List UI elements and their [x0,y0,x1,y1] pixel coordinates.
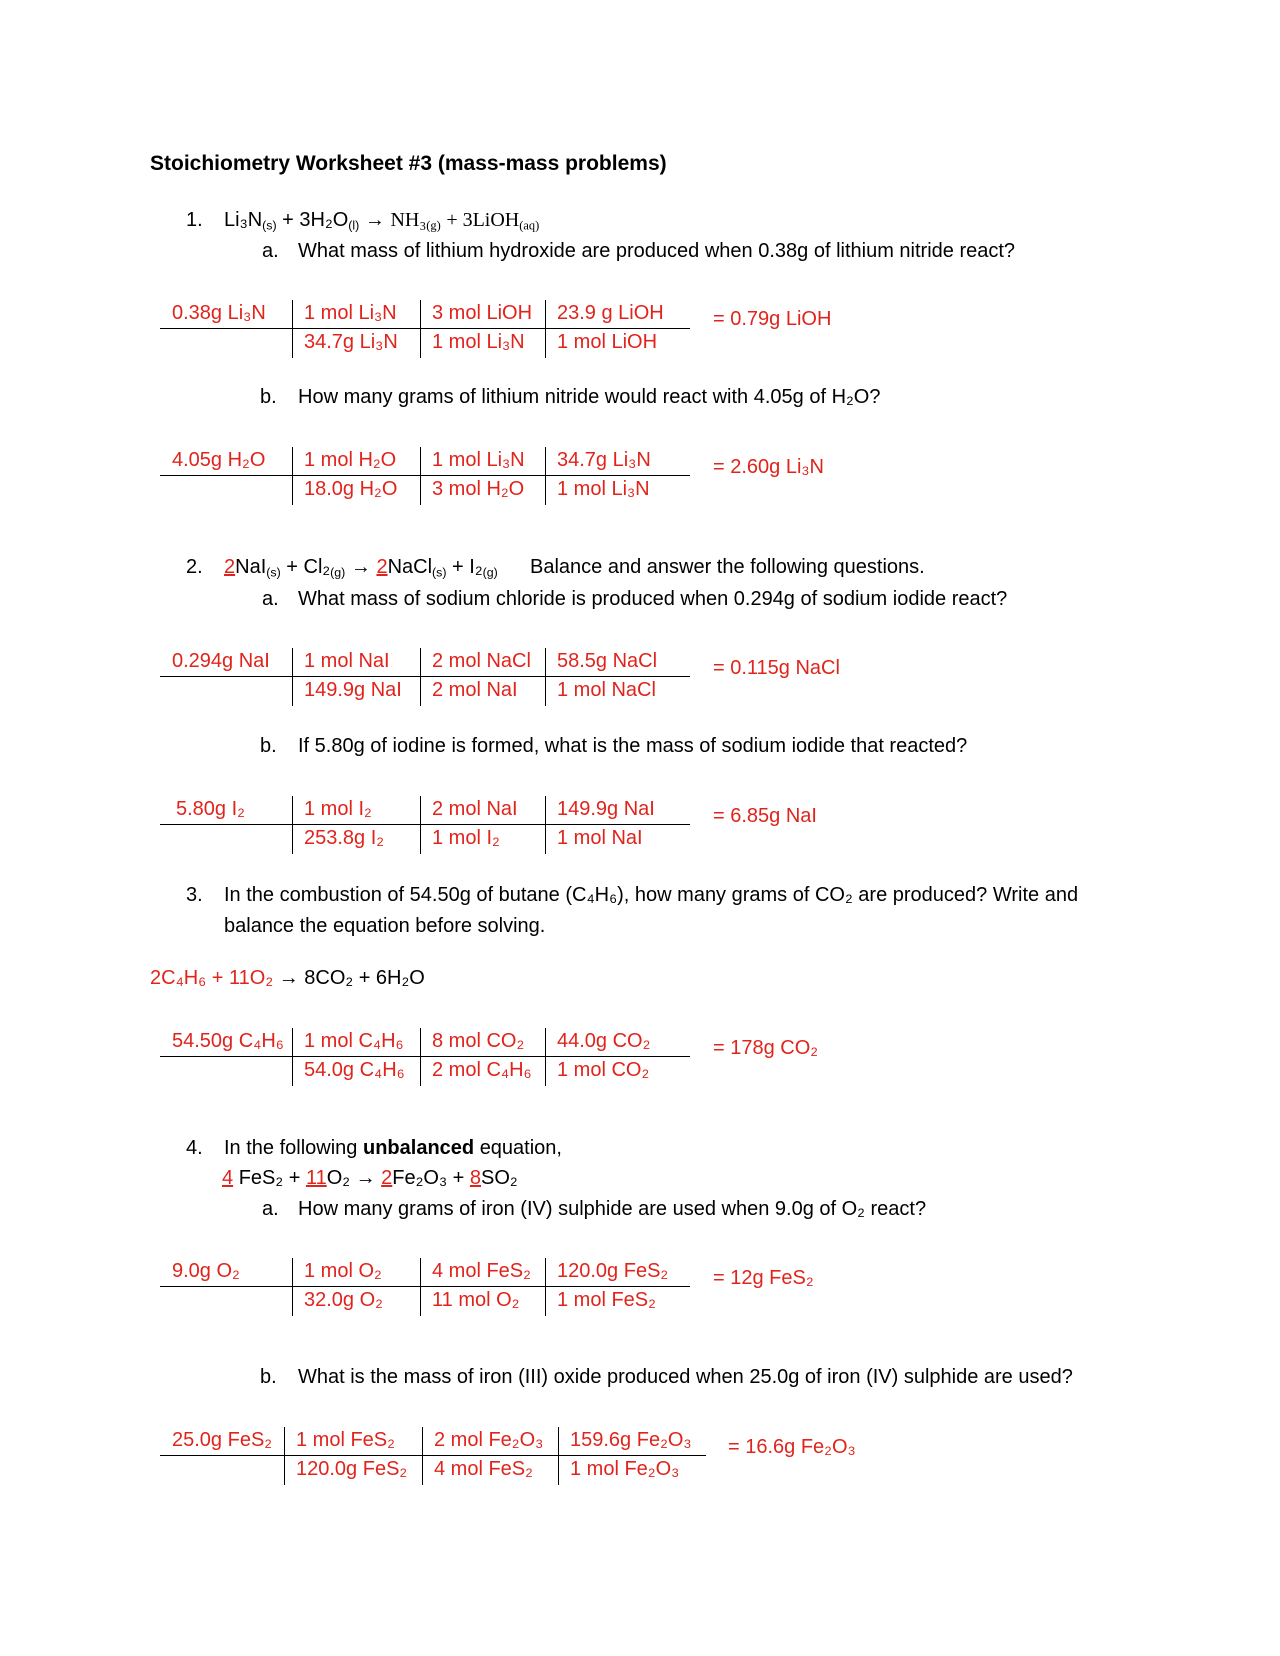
eq-coefficient: 11 [305,1167,327,1189]
divider [422,1427,423,1485]
eq-li3n: Li₃N [224,209,263,231]
calc-2a [160,644,700,708]
factor-denominator: 120.0g FeS₂ [296,1458,408,1480]
eq-arrow: → [278,967,299,989]
problem-2-instruction: Balance and answer the following questions. [530,556,925,578]
problem-4-equation [222,1167,518,1190]
eq-coefficient: 8 [469,1167,482,1189]
eq-so2: SO₂ [481,1167,518,1189]
fraction-line [160,328,690,329]
divider [292,1258,293,1316]
intro-text: In the following [224,1137,358,1159]
factor-numerator: 4 mol FeS₂ [432,1260,531,1282]
eq-coefficient: 2 [224,556,236,578]
factor-denominator: 34.7g Li₃N [304,331,398,353]
given-value: 4.05g H₂O [172,449,266,471]
divider [420,1028,421,1086]
factor-denominator: 1 mol Li₃N [432,331,525,353]
answer-1a: = 0.79g LiOH [713,308,832,330]
question-1b-text: How many grams of lithium nitride would react with 4.05g of H₂O? [298,386,881,408]
factor-numerator: 159.6g Fe₂O₃ [570,1429,692,1451]
divider [292,447,293,505]
divider [558,1427,559,1485]
factor-numerator: 1 mol FeS₂ [296,1429,395,1451]
problem-3-text-line1: In the combustion of 54.50g of butane (C₄H₆), how many grams of CO₂ are produced? Write and [224,884,1079,906]
divider [292,648,293,706]
eq-nacl: NaCl [387,556,433,578]
eq-nh3: NH₃ [390,209,427,231]
factor-denominator: 1 mol FeS₂ [557,1289,656,1311]
question-2a-text: What mass of sodium chloride is produced when 0.294g of sodium iodide react? [298,588,1008,610]
question-4b-text: What is the mass of iron (III) oxide produced when 25.0g of iron (IV) sulphide are used? [298,1366,1073,1388]
factor-numerator: 8 mol CO₂ [432,1030,525,1052]
question-4a-text: How many grams of iron (IV) sulphide are used when 9.0g of O₂ react? [298,1198,927,1220]
intro-text: equation, [479,1137,562,1159]
eq-cl2: + Cl₂ [286,556,331,578]
question-label: a. [262,588,279,610]
problem-4-intro [224,1137,562,1160]
answer-3: = 178g CO₂ [713,1037,819,1059]
problem-2-number: 2. [186,556,203,578]
question-label: a. [262,240,279,262]
fraction-line [160,1056,690,1057]
eq-arrow: → [355,1167,376,1189]
factor-denominator: 2 mol C₄H₆ [432,1059,532,1081]
calc-4b [160,1423,720,1487]
divider [292,796,293,854]
eq-nai: NaI [235,556,267,578]
eq-state: (s) [432,565,447,580]
divider [545,648,546,706]
given-value: 0.38g Li₃N [172,302,266,324]
factor-numerator: 149.9g NaI [557,798,655,820]
eq-fes2: FeS₂ + [238,1167,301,1189]
page-title: Stoichiometry Worksheet #3 (mass-mass problems) [150,152,667,175]
answer-4b: = 16.6g Fe₂O₃ [728,1436,856,1458]
factor-numerator: 2 mol Fe₂O₃ [434,1429,544,1451]
divider [545,447,546,505]
factor-numerator: 1 mol H₂O [304,449,397,471]
eq-state: (s) [266,565,281,580]
calc-3 [160,1024,700,1088]
eq-coefficient: 4 [222,1167,234,1189]
eq-o2: O₂ [326,1167,351,1189]
problem-1-equation [224,209,539,232]
divider [545,1258,546,1316]
divider [420,796,421,854]
factor-numerator: 120.0g FeS₂ [557,1260,669,1282]
divider [420,447,421,505]
divider [420,1258,421,1316]
problem-3-text-line2: balance the equation before solving. [224,915,546,937]
factor-numerator: 1 mol NaI [304,650,390,672]
given-value: 54.50g C₄H₆ [172,1030,284,1052]
factor-numerator: 23.9 g LiOH [557,302,664,324]
eq-h2o: + 3H₂O [282,209,349,231]
eq-state: (g) [426,218,441,233]
fraction-line [160,1286,690,1287]
eq-i2: + I₂ [452,556,483,578]
divider [545,300,546,358]
given-value: 9.0g O₂ [172,1260,240,1282]
eq-products: 8CO₂ + 6H₂O [304,967,425,989]
problem-3-number: 3. [186,884,203,906]
fraction-line [160,475,690,476]
factor-numerator: 1 mol Li₃N [304,302,397,324]
factor-denominator: 1 mol NaI [557,827,643,849]
factor-numerator: 44.0g CO₂ [557,1030,651,1052]
factor-denominator: 2 mol NaI [432,679,518,701]
intro-emphasis: unbalanced [362,1137,475,1159]
divider [420,648,421,706]
factor-denominator: 1 mol I₂ [432,827,500,849]
factor-numerator: 2 mol NaI [432,798,518,820]
factor-denominator: 11 mol O₂ [432,1289,520,1311]
divider [420,300,421,358]
factor-denominator: 1 mol NaCl [557,679,656,701]
factor-numerator: 1 mol Li₃N [432,449,525,471]
eq-reactants: 2C₄H₆ + 11O₂ [150,967,274,989]
question-2b-text: If 5.80g of iodine is formed, what is the mass of sodium iodide that reacted? [298,735,968,757]
problem-3-equation [150,967,425,990]
problem-2-equation [224,556,498,579]
divider [545,1028,546,1086]
calc-4a [160,1254,700,1318]
factor-denominator: 149.9g NaI [304,679,402,701]
factor-denominator: 32.0g O₂ [304,1289,383,1311]
factor-denominator: 3 mol H₂O [432,478,525,500]
fraction-line [160,1455,706,1456]
eq-state: (g) [482,565,498,580]
eq-coefficient: 2 [376,556,388,578]
problem-1-number: 1. [186,209,203,231]
divider [545,796,546,854]
eq-state: (l) [348,218,360,233]
question-label: b. [260,735,277,757]
factor-denominator: 1 mol Fe₂O₃ [570,1458,680,1480]
answer-1b: = 2.60g Li₃N [713,456,824,478]
question-label: b. [260,1366,277,1388]
eq-fe2o3: Fe₂O₃ + [392,1167,465,1189]
factor-numerator: 34.7g Li₃N [557,449,651,471]
factor-denominator: 253.8g I₂ [304,827,385,849]
factor-denominator: 1 mol Li₃N [557,478,650,500]
calc-2b [160,792,700,856]
given-value: 25.0g FeS₂ [172,1429,273,1451]
fraction-line [160,824,690,825]
eq-arrow: → [364,209,385,231]
answer-4a: = 12g FeS₂ [713,1267,814,1289]
factor-denominator: 54.0g C₄H₆ [304,1059,405,1081]
factor-denominator: 1 mol LiOH [557,331,658,353]
divider [284,1427,285,1485]
factor-denominator: 18.0g H₂O [304,478,398,500]
answer-2b: = 6.85g NaI [713,805,817,827]
divider [292,300,293,358]
answer-2a: = 0.115g NaCl [713,657,840,679]
question-label: a. [262,1198,279,1220]
factor-denominator: 4 mol FeS₂ [434,1458,533,1480]
factor-numerator: 1 mol I₂ [304,798,372,820]
factor-denominator: 1 mol CO₂ [557,1059,650,1081]
eq-coefficient: 2 [381,1167,393,1189]
calc-1b [160,443,700,507]
question-1a-text: What mass of lithium hydroxide are produced when 0.38g of lithium nitride react? [298,240,1016,262]
factor-numerator: 3 mol LiOH [432,302,533,324]
question-label: b. [260,386,277,408]
calc-1a [160,296,700,360]
factor-numerator: 1 mol O₂ [304,1260,382,1282]
given-value: 0.294g NaI [172,650,270,672]
factor-numerator: 2 mol NaCl [432,650,531,672]
factor-numerator: 1 mol C₄H₆ [304,1030,404,1052]
eq-state: (g) [330,565,346,580]
factor-numerator: 58.5g NaCl [557,650,658,672]
eq-arrow: → [350,556,371,578]
given-value: 5.80g I₂ [176,798,245,820]
eq-state: (aq) [519,218,540,233]
divider [292,1028,293,1086]
fraction-line [160,676,690,677]
eq-state: (s) [262,218,277,233]
eq-lioh: + 3LiOH [446,209,520,231]
problem-4-number: 4. [186,1137,203,1159]
